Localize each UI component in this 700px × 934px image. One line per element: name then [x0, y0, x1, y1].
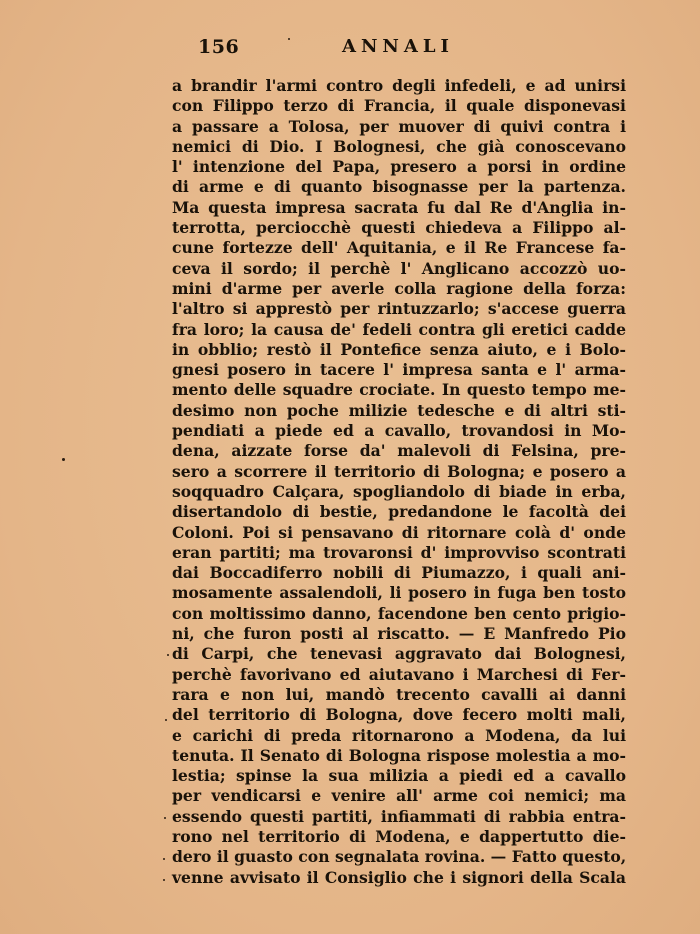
- page-header: [170, 36, 625, 62]
- text-line: cune fortezze dell' Aquitania, e il Re Francese fa-: [172, 238, 626, 258]
- ink-speck: [164, 817, 166, 819]
- text-line: con Filippo terzo di Francia, il quale disponevasi: [172, 96, 626, 116]
- ink-speck: [165, 719, 167, 721]
- text-line: Ma questa impresa sacrata fu dal Re d'Anglia in-: [172, 197, 626, 217]
- text-line: sero a scorrere il territorio di Bologna; e posero a: [172, 461, 626, 481]
- text-line: gnesi posero in tacere l' impresa santa e l' arma-: [172, 360, 626, 380]
- text-line: del territorio di Bologna, dove fecero molti mali,: [172, 705, 626, 725]
- text-line: a brandir l'armi contro degli infedeli, e ad unirsi: [172, 76, 626, 95]
- text-line: lestia; spinse la sua milizia a piedi ed a cavallo: [172, 766, 626, 786]
- text-line: l'altro si apprestò per rintuzzarlo; s'accese guerra: [172, 299, 626, 319]
- text-line: soqquadro Calçara, spogliandolo di biade in erba,: [172, 481, 626, 501]
- text-line: rara e non lui, mandò trecento cavalli ai danni: [172, 684, 626, 704]
- text-line: rono nel territorio di Modena, e dappertutto die-: [172, 826, 626, 846]
- page-number: 156: [198, 36, 240, 58]
- text-line: di Carpi, che tenevasi aggravato dai Bolognesi,: [172, 644, 626, 664]
- text-line: eran partiti; ma trovaronsi d' improvviso scontrati: [172, 542, 626, 562]
- text-line: ni, che furon posti al riscatto. — E Manfredo Pio: [172, 624, 626, 644]
- text-line: con moltissimo danno, facendone ben cento prigio-: [172, 603, 626, 623]
- text-line: fra loro; la causa de' fedeli contra gli eretici cadde: [172, 319, 626, 339]
- text-line: per vendicarsi e venire all' arme coi nemici; ma: [172, 786, 626, 806]
- text-line: tenuta. Il Senato di Bologna rispose molestia a mo-: [172, 745, 626, 765]
- text-line: mosamente assalendoli, li posero in fuga ben tosto: [172, 583, 626, 603]
- text-line: venne avvisato il Consiglio che i signori della Scala: [172, 867, 626, 887]
- text-line: dai Boccadiferro nobili di Piumazzo, i quali ani-: [172, 563, 626, 583]
- text-line: a passare a Tolosa, per muover di quivi contra i: [172, 116, 626, 136]
- text-line: dero il guasto con segnalata rovina. — Fatto questo,: [172, 847, 627, 867]
- text-line: mento delle squadre crociate. In questo tempo me-: [172, 380, 626, 400]
- text-line: essendo questi partiti, infiammati di rabbia entra-: [172, 806, 626, 826]
- text-line: ceva il sordo; il perchè l' Anglicano accozzò uo-: [172, 258, 626, 278]
- text-line: perchè favorivano ed aiutavano i Marchesi di Fer-: [172, 664, 626, 684]
- text-line: terrotta, perciocchè questi chiedeva a Filippo al-: [172, 218, 626, 238]
- text-line: di arme e di quanto bisognasse per la partenza.: [172, 177, 626, 197]
- text-line: disertandolo di bestie, predandone le facoltà dei: [172, 502, 626, 522]
- text-line: dena, aizzate forse da' malevoli di Felsina, pre-: [172, 441, 626, 461]
- ink-speck: [62, 458, 65, 461]
- ink-speck: [163, 858, 165, 860]
- text-line: mini d'arme per averle colla ragione della forza:: [172, 278, 626, 298]
- text-line: e carichi di preda ritornarono a Modena, da lui: [172, 725, 626, 745]
- body-text: [172, 76, 626, 888]
- ink-speck: [167, 654, 169, 656]
- text-line: l' intenzione del Papa, presero a porsi in ordine: [172, 157, 626, 177]
- running-title: ANNALI: [342, 36, 454, 57]
- ink-speck: [163, 879, 165, 881]
- text-line: pendiati a piede ed a cavallo, trovandosi in Mo-: [172, 421, 626, 441]
- text-line: Coloni. Poi si pensavano di ritornare colà d' onde: [172, 522, 626, 542]
- text-line: in obblio; restò il Pontefice senza aiuto, e i Bolo-: [172, 339, 626, 359]
- text-line: nemici di Dio. I Bolognesi, che già conoscevano: [172, 136, 626, 156]
- text-line: desimo non poche milizie tedesche e di altri sti-: [172, 400, 626, 420]
- ink-speck: [288, 38, 290, 40]
